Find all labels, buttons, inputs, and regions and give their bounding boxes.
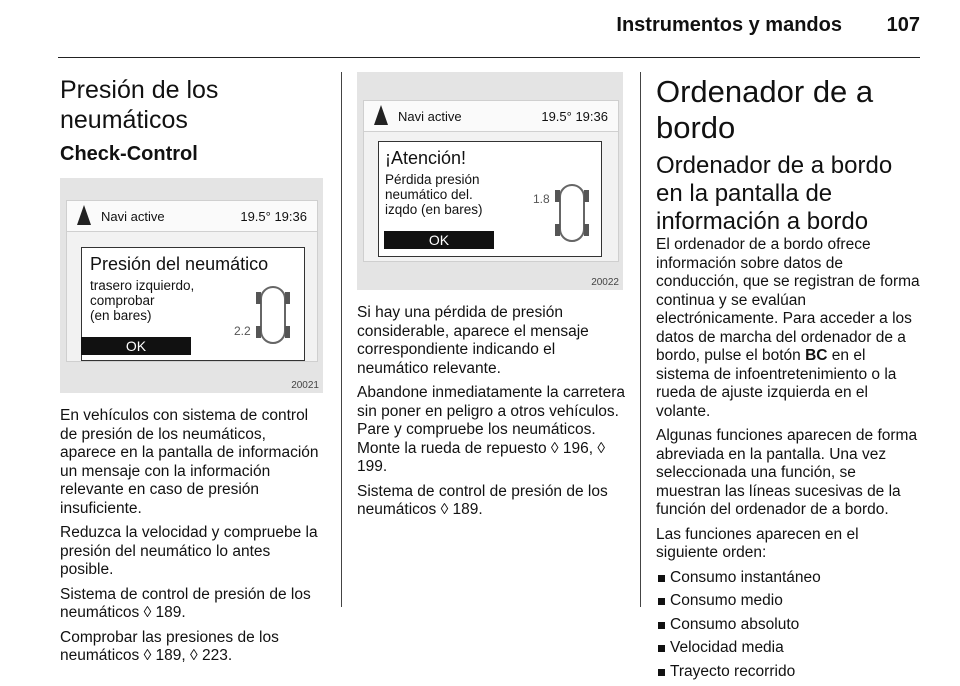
tire-icon [285,292,290,304]
tire-icon [256,292,261,304]
display-screen [66,200,318,362]
section-heading: Presión de los neumáticos [60,76,219,134]
column-2 [357,66,625,526]
paragraph: Abandone inmediatamente la carretera sin poner en peligro a otros vehículos. Pare y compruebe los neumáticos. Monte la rueda de repuesto ◊ 196, ◊ 199. [357,384,625,475]
tire-icon [584,190,589,202]
tire-icon [555,224,560,236]
tire-icon [256,326,261,338]
pressure-value: 1.8 [533,192,550,206]
navigation-arrow-icon [374,105,388,125]
display-screen [363,100,619,262]
temp-time: 19.5° 19:36 [240,209,307,224]
car-icon [260,286,286,344]
navi-status: Navi active [398,109,462,124]
pressure-value: 2.2 [234,324,251,338]
list-item: Consumo instantáneo [656,569,920,588]
temp-time: 19.5° 19:36 [541,109,608,124]
ok-button: OK [384,231,494,249]
display-topbar [364,101,618,132]
list-item: Velocidad media [656,639,920,658]
section-subheading: Check-Control [60,143,198,165]
display-topbar [67,201,317,232]
paragraph: Comprobar las presiones de los neumáticos ◊ 189, ◊ 223. [60,628,279,664]
car-icon [559,184,585,242]
tire-icon [555,190,560,202]
page-number: 107 [886,14,920,36]
column-1 [60,66,325,672]
section-subheading: Ordenador de a bordo en la pantalla de información a bordo [656,152,893,235]
figure-number: 20022 [591,277,619,288]
message-body: trasero izquierdo, comprobar (en bares) [90,278,195,323]
paragraph: Algunas funciones aparecen de forma abreviada en la pantalla. Una vez seleccionada una función, se muestran las líneas sucesivas de la función del ordenador de a bordo. [656,427,918,518]
page-header-title: Instrumentos y mandos [616,14,842,36]
paragraph: Sistema de control de presión de los neumáticos ◊ 189. [357,482,608,518]
paragraph: Si hay una pérdida de presión considerable, aparece el mensaje correspondiente indicando el neumático relevante. [357,304,589,377]
figure-pressure-warning [357,72,623,290]
list-item: Consumo medio [656,592,920,611]
message-body: Pérdida presión neumático del. izqdo (en bares) [385,172,483,217]
tire-icon [285,326,290,338]
section-heading: Ordenador de a bordo [656,74,874,145]
paragraph: En vehículos con sistema de control de presión de los neumáticos, aparece en la pantalla de información un mensaje con la información relevante en caso de presión insuficiente. [60,407,319,517]
figure-tire-pressure [60,178,323,393]
column-divider [341,72,342,607]
bc-button-ref: BC [805,347,828,364]
text: en el sistema de infoentretenimiento o la rueda de ajuste izquierda en el volante. [656,347,897,420]
navigation-arrow-icon [77,205,91,225]
message-title: ¡Atención! [385,148,467,168]
header-rule [58,57,920,58]
figure-number: 20021 [291,380,319,391]
list-item: Trayecto recorrido [656,663,920,682]
ok-button: OK [81,337,191,355]
paragraph [656,236,920,421]
paragraph: Las funciones aparecen en el siguiente orden: [656,525,859,561]
list-item: Consumo absoluto [656,616,920,635]
text: El ordenador de a bordo ofrece información sobre datos de conducción, que se registran de forma continua y se evalúan electrónicamente. Para acceder a los datos de marcha del ordenador de a bordo, pulse el botón [656,236,920,364]
column-divider [640,72,641,607]
column-3 [656,66,920,686]
navi-status: Navi active [101,209,165,224]
tire-icon [584,224,589,236]
paragraph: Sistema de control de presión de los neumáticos ◊ 189. [60,585,311,621]
function-list [656,569,920,682]
message-title: Presión del neumático [90,254,269,274]
paragraph: Reduzca la velocidad y compruebe la presión del neumático lo antes posible. [60,524,318,578]
